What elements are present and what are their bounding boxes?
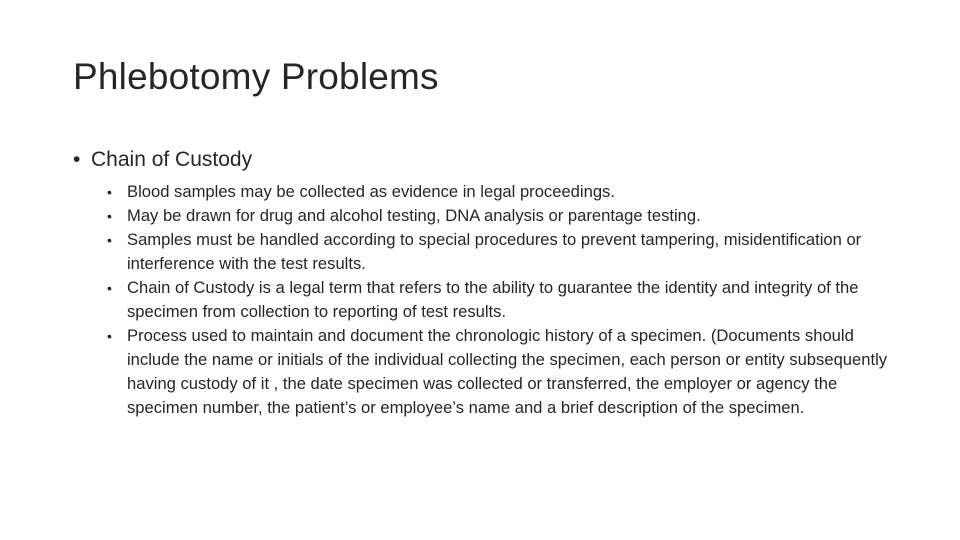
sub-bullet-text: May be drawn for drug and alcohol testing, DNA analysis or parentage testing. [127, 206, 701, 225]
bullet-icon: • [107, 232, 112, 248]
bullet-icon: • [107, 280, 112, 296]
sub-bullet-text: Samples must be handled according to special procedures to prevent tampering, misidentification or interference with the test results. [127, 230, 862, 273]
bullet-level1 [73, 146, 893, 174]
sub-bullet-item [107, 180, 893, 204]
sub-bullet-list [73, 180, 893, 420]
bullet-icon: • [107, 184, 112, 200]
slide-body [73, 146, 893, 420]
slide-title: Phlebotomy Problems [73, 56, 439, 97]
bullet-icon: • [73, 148, 81, 171]
sub-bullet-text: Chain of Custody is a legal term that refers to the ability to guarantee the identity and integrity of the specimen from collection to reporting of test results. [127, 278, 859, 321]
sub-bullet-item [107, 276, 893, 324]
sub-bullet-item [107, 324, 893, 420]
bullet-icon: • [107, 328, 112, 344]
sub-bullet-item [107, 228, 893, 276]
sub-bullet-item [107, 204, 893, 228]
bullet-level1-text: Chain of Custody [91, 148, 253, 171]
sub-bullet-text: Process used to maintain and document the chronologic history of a specimen. (Documents should include the name or initials of the individual collecting the specimen, each person or entity subsequently having custody of it , the date specimen was collected or transferred, the employer or agency the specimen number, the patient’s or employee’s name and a brief description of the specimen. [127, 326, 888, 417]
bullet-icon: • [107, 208, 112, 224]
sub-bullet-text: Blood samples may be collected as evidence in legal proceedings. [127, 182, 615, 201]
